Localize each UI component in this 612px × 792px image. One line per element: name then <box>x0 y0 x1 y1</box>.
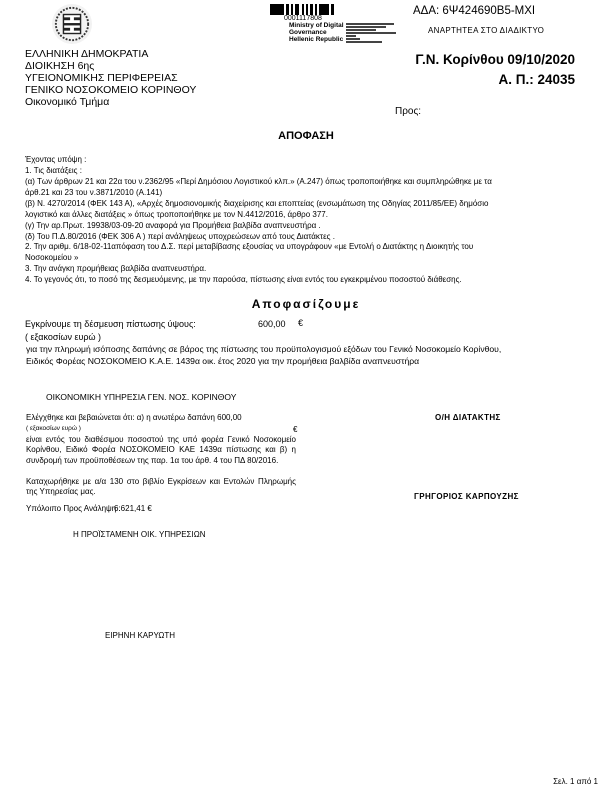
considering-line: (γ) Την αρ.Πρωτ. 19938/03-09-20 αναφορά για Προμήθεια βαλβίδα αναπνευστήρα . <box>25 221 321 230</box>
checked-line: Ελέγχθηκε και βεβαιώνεται ότι: α) η ανωτέρω δαπάνη 600,00 <box>26 413 242 422</box>
document-title: ΑΠΟΦΑΣΗ <box>278 130 334 142</box>
balance-value: 6.621,41 € <box>114 504 152 513</box>
authorizer-name: ΓΡΗΓΟΡΙΟΣ ΚΑΡΠΟΥΖΗΣ <box>414 492 519 501</box>
stamp-line-2: Governance <box>289 29 327 36</box>
approve-currency: € <box>298 318 304 328</box>
considering-line: (α) Των άρθρων 21 και 22α του ν.2362/95 «Περί Δημόσιου Λογιστικού κλπ.» (Α.247) όπως τροποποιήθηκε και συμπληρώθηκε με τα <box>25 177 492 186</box>
stamp-line-3: Hellenic Republic <box>289 36 344 43</box>
signature-details <box>346 22 396 44</box>
finance-heading: ΟΙΚΟΝΟΜΙΚΗ ΥΠΗΡΕΣΙΑ ΓΕΝ. ΝΟΣ. ΚΟΡΙΝΘΟΥ <box>46 392 237 402</box>
approve-label: Εγκρίνουμε τη δέσμευση πίστωσης ύψους: <box>25 319 196 329</box>
considering-line: 1. Τις διατάξεις : <box>25 166 82 175</box>
considering-line: άρθ.21 και 23 του ν.3871/2010 (Α.141) <box>25 188 163 197</box>
finance-paragraph: είναι εντός του διαθέσιμου ποσοστού της υπό φορέα Γενικό Νοσοκομείο Κορίνθου, Ειδικό Φορέα ΝΟΣΟΚΟΜΕΙΟ ΚΑΕ 1439α πίστωσης και β) η συνδρομή των προϋποθέσεων της παρ. 1α του άρθ. 4 του ΠΔ 80/2016. <box>26 435 296 465</box>
finance-currency: € <box>293 425 298 434</box>
balance-label: Υπόλοιπο Προς Ανάληψη : <box>26 504 121 513</box>
considering-line: 4. Το γεγονός ότι, το ποσό της δεσμευόμενης, με την παρούσα, πίστωσης είναι εντός του εγκεκριμένου ποσοστού διάθεσης. <box>25 275 462 284</box>
amount-words: ( εξακοσίων ευρώ ) <box>25 332 102 342</box>
post-online-label: ΑΝΑΡΤΗΤΕΑ ΣΤΟ ΔΙΑΔΙΚΤΥΟ <box>428 26 545 35</box>
registered-text: Καταχωρήθηκε με α/α 130 στο βιβλίο Εγκρίσεων και Εντολών Πληρωμής της Υπηρεσίας μας. <box>26 477 296 497</box>
document-date: Γ.Ν. Κορίνθου 09/10/2020 <box>415 52 575 67</box>
considering-line: (β) Ν. 4270/2014 (ΦΕΚ 143 Α), «Αρχές δημοσιονομικής διαχείρισης και εποπτείας (ενσωμάτωση της Οδηγίας 2011/85/ΕΕ) δημόσιο <box>25 199 489 208</box>
protocol-number: Α. Π.: 24035 <box>498 72 575 87</box>
considering-line: Έχοντας υπόψη : <box>25 155 87 164</box>
org-country: ΕΛΛΗΝΙΚΗ ΔΗΜΟΚΡΑΤΙΑ <box>25 48 149 60</box>
org-authority: ΔΙΟΙΚΗΣΗ 6ης <box>25 60 95 72</box>
barcode-number: 0001117808 <box>284 15 322 22</box>
org-department: Οικονομικό Τμήμα <box>25 96 110 108</box>
considering-line: 2. Την αριθμ. 6/18-02-11απόφαση του Δ.Σ. περί μεταβίβασης εξουσίας να υπογράφουν «με Εντολή ο Διατάκτης η Διοικητής του <box>25 242 474 251</box>
authorizer-title: Ο/Η ΔΙΑΤΑΚΤΗΣ <box>435 413 501 422</box>
head-name: ΕΙΡΗΝΗ ΚΑΡΥΩΤΗ <box>105 631 176 640</box>
considering-line: 3. Την ανάγκη προμήθειας βαλβίδα αναπνευστήρα. <box>25 264 207 273</box>
greek-coat-of-arms-icon <box>52 4 92 44</box>
head-title: Η ΠΡΟΪΣΤΑΜΕΝΗ ΟΙΚ. ΥΠΗΡΕΣΙΩΝ <box>73 530 206 539</box>
approve-amount: 600,00 <box>258 319 286 329</box>
barcode <box>270 4 340 15</box>
purpose-line: Ειδικός Φορέας ΝΟΣΟΚΟΜΕΙΟ Κ.Α.Ε. 1439α οικ. έτος 2020 για την προμήθεια βαλβίδα αναπνευστήρα <box>26 356 420 366</box>
org-hospital: ΓΕΝΙΚΟ ΝΟΣΟΚΟΜΕΙΟ ΚΟΡΙΝΘΟΥ <box>25 84 197 96</box>
page-number: Σελ. 1 από 1 <box>553 777 598 786</box>
considering-line: Νοσοκομείου » <box>25 253 79 262</box>
purpose-line: για την πληρωμή ισόποσης δαπάνης σε βάρος της πίστωσης του προϋπολογισμού εξόδων του Γενικό Νοσοκομείο Κορίνθου, <box>26 344 502 354</box>
recipient-label: Προς: <box>395 106 422 117</box>
ada-code: ΑΔΑ: 6Ψ424690Β5-ΜΧΙ <box>413 5 536 17</box>
stamp-line-1: Ministry of Digital <box>289 22 344 29</box>
org-region: ΥΓΕΙΟΝΟΜΙΚΗΣ ΠΕΡΙΦΕΡΕΙΑΣ <box>25 72 178 84</box>
finance-amount-words: ( εξακοσίων ευρώ ) <box>26 425 81 432</box>
considering-line: λογιστικό και άλλες διατάξεις » όπως τροποποιήθηκε με τον Ν.4412/2016, άρθρο 377. <box>25 210 328 219</box>
decision-heading: Αποφασίζουμε <box>251 297 361 311</box>
considering-line: (δ) Του Π.Δ.80/2016 (ΦΕΚ 306 Α ) περί ανάληψεως υποχρεώσεων από τους Διατάκτες . <box>25 232 335 241</box>
